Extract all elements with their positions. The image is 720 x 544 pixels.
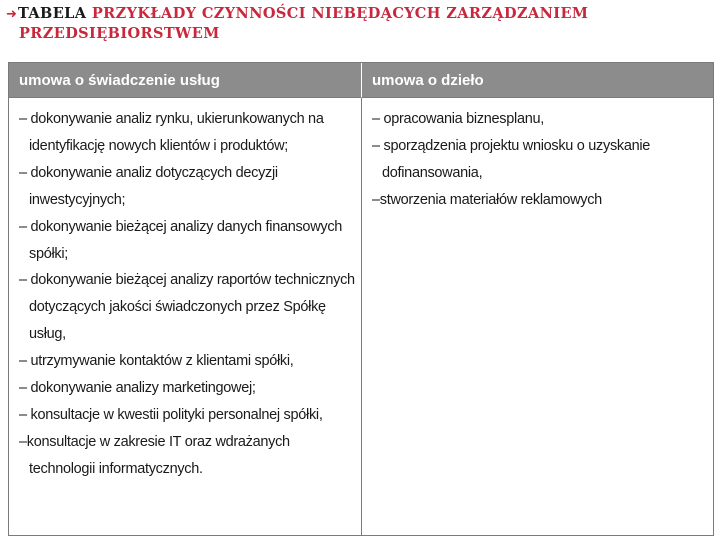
list-item: – dokonywanie analiz dotyczących decyzji inwestycyjnych; bbox=[19, 164, 278, 208]
list-item: – dokonywanie bieżącej analizy raportów technicznych dotyczących jakości świadczonych przez Spółkę usług, bbox=[19, 272, 355, 343]
list-item: – opracowania biznesplanu, bbox=[372, 111, 544, 127]
title-main: PRZYKŁADY CZYNNOŚCI NIEBĘDĄCYCH ZARZĄDZANIEM bbox=[91, 5, 589, 22]
work-contract-cell bbox=[362, 98, 713, 535]
title-main-line2: PRZEDSIĘBIORSTWEM bbox=[19, 25, 220, 42]
list-item: – utrzymywanie kontaktów z klientami spółki, bbox=[19, 353, 294, 370]
list-item: – dokonywanie bieżącej analizy danych finansowych spółki; bbox=[19, 218, 343, 262]
list-item: –konsultacje w zakresie IT oraz wdrażanych technologii informatycznych. bbox=[19, 433, 290, 477]
title-label: TABELA bbox=[18, 5, 87, 22]
list-item: – dokonywanie analizy marketingowej; bbox=[19, 380, 256, 397]
header-service-contract: umowa o świadczenie usług bbox=[9, 63, 362, 98]
service-contract-cell bbox=[9, 98, 362, 535]
list-item: – konsultacje w kwestii polityki personalnej spółki, bbox=[19, 406, 323, 423]
list-item: –stworzenia materiałów reklamowych bbox=[372, 191, 602, 208]
list-item: – dokonywanie analiz rynku, ukierunkowanych na identyfikację nowych klientów i produktów; bbox=[19, 111, 324, 154]
list-item: – sporządzenia projektu wniosku o uzyskanie dofinansowania, bbox=[372, 137, 651, 181]
header-work-contract: umowa o dzieło bbox=[362, 63, 713, 98]
table-title bbox=[6, 4, 706, 43]
arrow-right-icon: ➜ bbox=[6, 7, 18, 22]
comparison-table bbox=[8, 62, 714, 536]
